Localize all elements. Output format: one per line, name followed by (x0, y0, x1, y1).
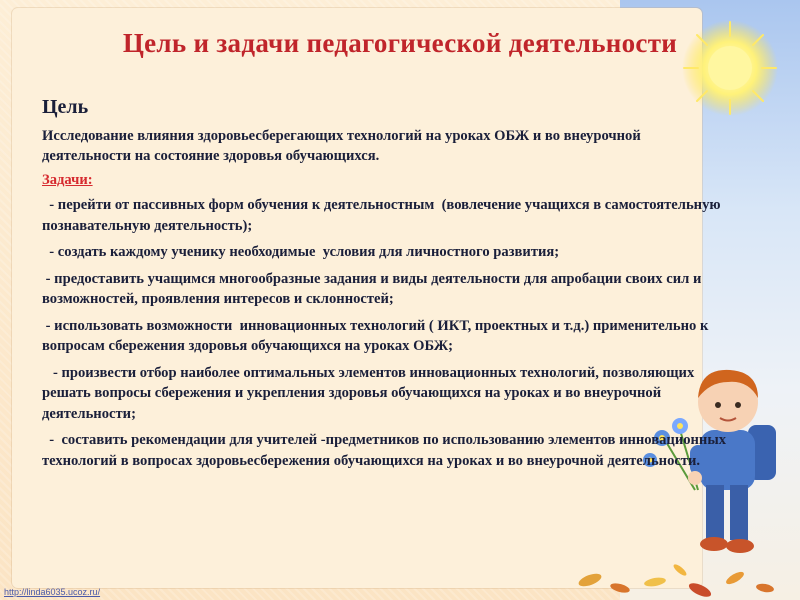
source-link[interactable]: http://linda6035.ucoz.ru/ (4, 587, 101, 597)
task-item: - составить рекомендации для учителей -предметников по использованию элементов инновационных технологий в вопросах здоровьесбережения обучающихся на уроках и во внеурочной деятельности. (42, 432, 730, 469)
task-item: - предоставить учащимся многообразные задания и виды деятельности для апробации своих сил и возможностей, проявления интересов и склонностей; (42, 270, 706, 307)
task-item: - перейти от пассивных форм обучения к деятельностным (вовлечение учащихся в самостоятельную познавательную деятельность); (42, 197, 725, 234)
task-item: - создать каждому ученику необходимые условия для личностного развития; (42, 244, 560, 260)
tasks-heading: Задачи: (42, 171, 93, 188)
content-body (42, 97, 732, 477)
task-item: - произвести отбор наиболее оптимальных элементов инновационных технологий, позволяющих решать вопросы сбережения и укрепления здоровья обучающихся на уроках и во внеурочной деятельности; (42, 364, 698, 422)
slide-title: Цель и задачи педагогической деятельности (122, 28, 678, 58)
goal-heading: Цель (42, 96, 89, 118)
autumn-leaves-illustration (560, 470, 780, 600)
goal-text: Исследование влияния здоровьесберегающих технологий на уроках ОБЖ и во внеурочной деятельности на состояние здоровья обучающихся. (42, 127, 641, 164)
task-item: - использовать возможности инновационных технологий ( ИКТ, проектных и т.д.) применительно к вопросам сбережения здоровья обучающихся на уроках ОБЖ; (42, 317, 713, 354)
